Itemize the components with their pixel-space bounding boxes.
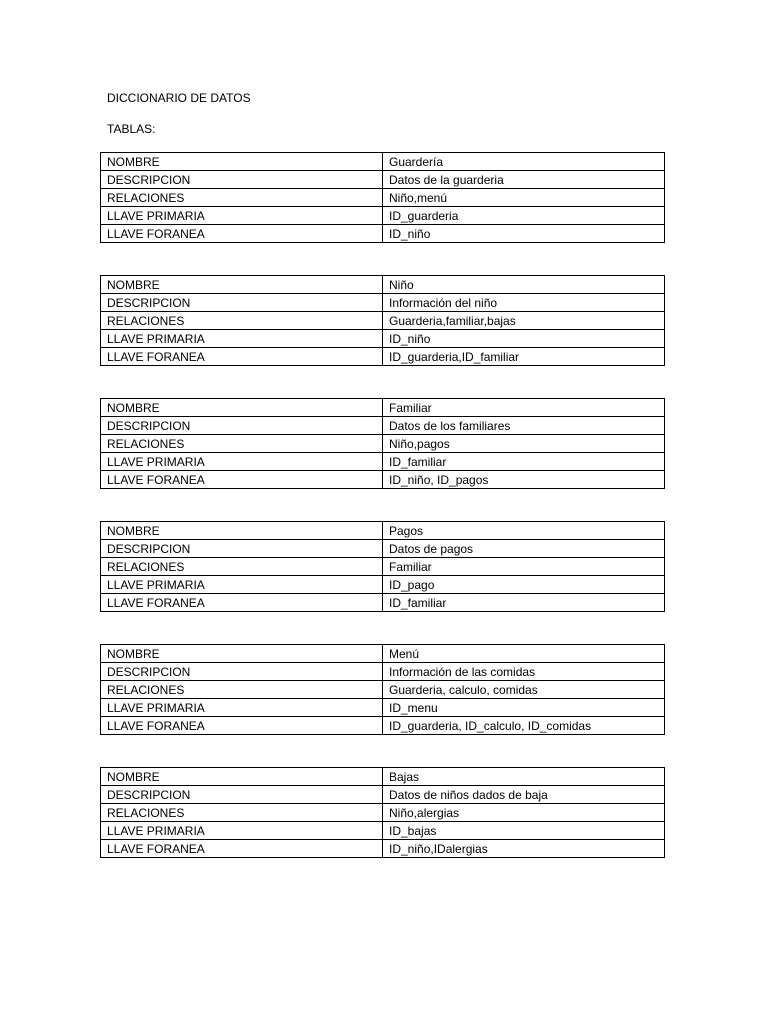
field-label-cell: RELACIONES — [101, 189, 383, 207]
table-row — [101, 276, 665, 294]
field-label-cell: RELACIONES — [101, 435, 383, 453]
table-row — [101, 294, 665, 312]
field-value-cell: Familiar — [383, 399, 665, 417]
field-value-cell: Guarderia, calculo, comidas — [383, 681, 665, 699]
field-value-cell: ID_menu — [383, 699, 665, 717]
field-label-cell: LLAVE FORANEA — [101, 471, 383, 489]
table-row — [101, 225, 665, 243]
field-value-cell: ID_guarderia, ID_calculo, ID_comidas — [383, 717, 665, 735]
field-value-cell: Familiar — [383, 558, 665, 576]
field-value-cell: Información de las comidas — [383, 663, 665, 681]
field-value-cell: Datos de niños dados de baja — [383, 786, 665, 804]
table-row — [101, 717, 665, 735]
table-row — [101, 153, 665, 171]
table-row — [101, 207, 665, 225]
field-value-cell: Niño,alergias — [383, 804, 665, 822]
field-label-cell: DESCRIPCION — [101, 294, 383, 312]
field-value-cell: Guarderia,familiar,bajas — [383, 312, 665, 330]
field-label-cell: NOMBRE — [101, 276, 383, 294]
field-label-cell: DESCRIPCION — [101, 786, 383, 804]
field-label-cell: RELACIONES — [101, 681, 383, 699]
table-row — [101, 348, 665, 366]
field-value-cell: ID_niño, ID_pagos — [383, 471, 665, 489]
section-label: TABLAS: — [107, 122, 156, 136]
field-value-cell: Menú — [383, 645, 665, 663]
field-label-cell: LLAVE PRIMARIA — [101, 207, 383, 225]
field-value-cell: ID_familiar — [383, 453, 665, 471]
table-row — [101, 399, 665, 417]
field-label-cell: DESCRIPCION — [101, 540, 383, 558]
field-label-cell: RELACIONES — [101, 804, 383, 822]
field-value-cell: ID_niño — [383, 225, 665, 243]
field-value-cell: ID_familiar — [383, 594, 665, 612]
field-value-cell: ID_niño,IDalergias — [383, 840, 665, 858]
table-row — [101, 663, 665, 681]
field-label-cell: LLAVE PRIMARIA — [101, 576, 383, 594]
field-label-cell: LLAVE PRIMARIA — [101, 822, 383, 840]
field-value-cell: Bajas — [383, 768, 665, 786]
field-label-cell: DESCRIPCION — [101, 663, 383, 681]
field-label-cell: NOMBRE — [101, 153, 383, 171]
data-dictionary-table — [100, 767, 665, 858]
table-row — [101, 330, 665, 348]
field-label-cell: LLAVE PRIMARIA — [101, 330, 383, 348]
field-label-cell: NOMBRE — [101, 768, 383, 786]
table-row — [101, 189, 665, 207]
table-row — [101, 681, 665, 699]
document-title: DICCIONARIO DE DATOS — [107, 91, 251, 105]
data-dictionary-table — [100, 398, 665, 489]
table-row — [101, 417, 665, 435]
table-row — [101, 540, 665, 558]
table-row — [101, 786, 665, 804]
field-value-cell: ID_pago — [383, 576, 665, 594]
table-row — [101, 558, 665, 576]
tables-container — [100, 152, 664, 890]
table-row — [101, 768, 665, 786]
table-row — [101, 840, 665, 858]
field-value-cell: Niño — [383, 276, 665, 294]
field-value-cell: ID_niño — [383, 330, 665, 348]
field-label-cell: RELACIONES — [101, 312, 383, 330]
data-dictionary-table — [100, 521, 665, 612]
field-label-cell: LLAVE FORANEA — [101, 717, 383, 735]
field-value-cell: Niño,menú — [383, 189, 665, 207]
field-label-cell: NOMBRE — [101, 399, 383, 417]
field-label-cell: LLAVE PRIMARIA — [101, 453, 383, 471]
field-value-cell: Niño,pagos — [383, 435, 665, 453]
field-value-cell: ID_guarderia — [383, 207, 665, 225]
data-dictionary-table — [100, 275, 665, 366]
table-row — [101, 594, 665, 612]
table-row — [101, 171, 665, 189]
field-value-cell: Pagos — [383, 522, 665, 540]
table-row — [101, 453, 665, 471]
field-label-cell: LLAVE FORANEA — [101, 225, 383, 243]
field-label-cell: DESCRIPCION — [101, 417, 383, 435]
field-value-cell: Datos de los familiares — [383, 417, 665, 435]
table-row — [101, 312, 665, 330]
field-label-cell: LLAVE PRIMARIA — [101, 699, 383, 717]
table-row — [101, 522, 665, 540]
table-row — [101, 699, 665, 717]
field-label-cell: NOMBRE — [101, 645, 383, 663]
field-value-cell: Datos de pagos — [383, 540, 665, 558]
field-value-cell: ID_bajas — [383, 822, 665, 840]
data-dictionary-table — [100, 152, 665, 243]
field-label-cell: LLAVE FORANEA — [101, 840, 383, 858]
data-dictionary-table — [100, 644, 665, 735]
field-value-cell: ID_guarderia,ID_familiar — [383, 348, 665, 366]
table-row — [101, 804, 665, 822]
field-label-cell: RELACIONES — [101, 558, 383, 576]
field-label-cell: LLAVE FORANEA — [101, 594, 383, 612]
field-label-cell: NOMBRE — [101, 522, 383, 540]
table-row — [101, 471, 665, 489]
table-row — [101, 435, 665, 453]
field-value-cell: Datos de la guarderia — [383, 171, 665, 189]
table-row — [101, 645, 665, 663]
table-row — [101, 576, 665, 594]
field-label-cell: DESCRIPCION — [101, 171, 383, 189]
field-value-cell: Guardería — [383, 153, 665, 171]
field-value-cell: Información del niño — [383, 294, 665, 312]
table-row — [101, 822, 665, 840]
field-label-cell: LLAVE FORANEA — [101, 348, 383, 366]
